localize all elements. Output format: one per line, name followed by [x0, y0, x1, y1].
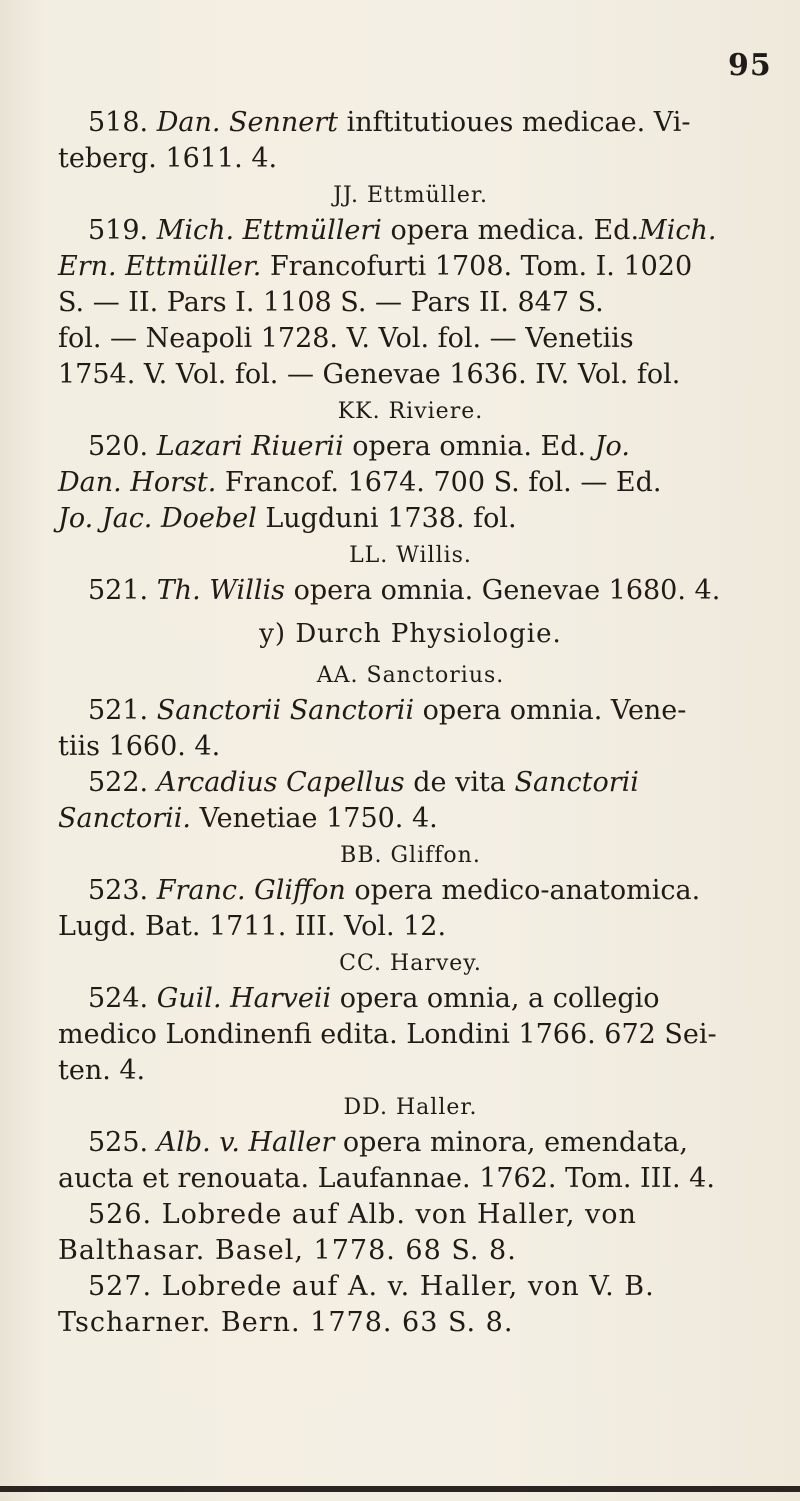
text-line: tiis 1660. 4. [58, 731, 221, 762]
text-line [58, 249, 763, 285]
entry-521 [58, 573, 763, 609]
section-heading: JJ. Ettmüller. [333, 183, 488, 208]
author: Lazari Riuerii [156, 431, 344, 462]
author: Th. Willis [156, 575, 285, 606]
entry-text: opera omnia, a collegio [339, 983, 660, 1014]
author: Jo. [594, 431, 630, 462]
entry-number: 520. [88, 431, 149, 462]
section-heading: LL. Willis. [349, 543, 472, 568]
entry-text: Venetiae 1750. 4. [199, 803, 438, 834]
section-heading: CC. Harvey. [339, 951, 482, 976]
text-line: aucta et renouata. Laufannae. 1762. Tom. III. 4. [58, 1163, 715, 1194]
text-line: medico Londinenfi edita. Londini 1766. 672 Sei- [58, 1019, 717, 1050]
entry-number: 523. [88, 875, 149, 906]
entry-text: inftitutioues medicae. Vi- [346, 107, 691, 138]
author: Guil. Harveii [156, 983, 332, 1014]
page-content [58, 105, 763, 1341]
entry-text: opera medico-anatomica. [354, 875, 701, 906]
entry-521b [58, 693, 763, 729]
entry-text: opera omnia. Vene- [422, 695, 687, 726]
entry-text: opera omnia. Genevae 1680. 4. [293, 575, 721, 606]
entry-text: Francofurti 1708. Tom. I. 1020 [269, 251, 693, 282]
page-bottom-edge [0, 1486, 800, 1492]
entry-number: 525. [88, 1127, 149, 1158]
text-line: ten. 4. [58, 1055, 146, 1086]
author: Mich. [639, 215, 717, 246]
text-line: 1754. V. Vol. fol. — Genevae 1636. IV. Vol. fol. [58, 359, 681, 390]
chapter-heading: y) Durch Physiologie. [259, 619, 562, 649]
author: Franc. Gliffon [156, 875, 346, 906]
author: Alb. v. Haller [156, 1127, 335, 1158]
author: Dan. Sennert [156, 107, 339, 138]
section-heading: KK. Riviere. [337, 399, 484, 424]
author: Arcadius Capellus [156, 767, 405, 798]
entry-number: 521. [88, 695, 149, 726]
text-line: Lugd. Bat. 1711. III. Vol. 12. [58, 911, 447, 942]
text-line: teberg. 1611. 4. [58, 143, 278, 174]
text-line [58, 465, 763, 501]
section-heading: BB. Gliffon. [340, 843, 481, 868]
entry-519 [58, 213, 763, 249]
entry-522 [58, 765, 763, 801]
entry-number: 521. [88, 575, 149, 606]
entry-text: de vita [413, 767, 506, 798]
author: Jo. Jac. Doebel [58, 503, 257, 534]
entry-text: Francof. 1674. 700 S. fol. — Ed. [224, 467, 662, 498]
entry-526: 526. Lobrede auf Alb. von Haller, von [88, 1199, 637, 1230]
entry-524 [58, 981, 763, 1017]
entry-text: Lugduni 1738. fol. [265, 503, 517, 534]
entry-number: 519. [88, 215, 149, 246]
entry-520 [58, 429, 763, 465]
text-line: Balthasar. Basel, 1778. 68 S. 8. [58, 1235, 517, 1266]
entry-527: 527. Lobrede auf A. v. Haller, von V. B. [88, 1271, 655, 1302]
text-line: Tscharner. Bern. 1778. 63 S. 8. [58, 1307, 514, 1338]
author: Sanctorii. [58, 803, 191, 834]
text-line: fol. — Neapoli 1728. V. Vol. fol. — Venetiis [58, 323, 634, 354]
entry-text: opera minora, emendata, [342, 1127, 688, 1158]
author: Mich. Ettmülleri [156, 215, 382, 246]
entry-number: 524. [88, 983, 149, 1014]
entry-518 [58, 105, 763, 141]
section-heading: DD. Haller. [343, 1095, 478, 1120]
author: Sanctorii Sanctorii [156, 695, 415, 726]
entry-525 [58, 1125, 763, 1161]
entry-number: 518. [88, 107, 149, 138]
page-number: 95 [728, 48, 772, 83]
text-line: S. — II. Pars I. 1108 S. — Pars II. 847 S. [58, 287, 604, 318]
author: Dan. Horst. [58, 467, 217, 498]
text-line [58, 801, 763, 837]
entry-text: opera omnia. Ed. [352, 431, 587, 462]
entry-523 [58, 873, 763, 909]
entry-text: opera medica. Ed. [390, 215, 640, 246]
text-line [58, 501, 763, 537]
section-heading: AA. Sanctorius. [316, 663, 505, 688]
author: Sanctorii [514, 767, 639, 798]
author: Ern. Ettmüller. [58, 251, 262, 282]
entry-number: 522. [88, 767, 149, 798]
